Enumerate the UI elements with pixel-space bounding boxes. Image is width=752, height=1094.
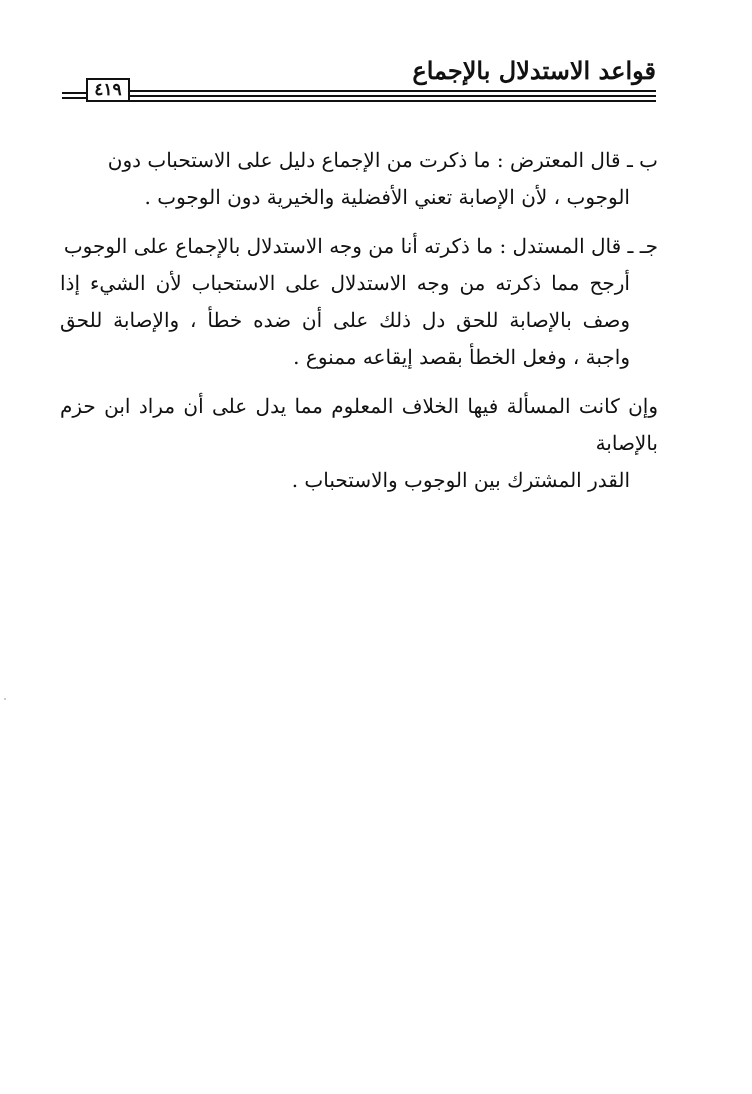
rule-left-bottom [62,97,86,99]
page-header [62,56,656,106]
rule-right-top [130,90,656,92]
paragraph-j-first-line: جـ ـ قال المستدل : ما ذكرته أنا من وجه الاستدلال بالإجماع على الوجوب [63,234,658,258]
rule-right-bottom [130,100,656,102]
paragraph-j-continuation: أرجح مما ذكرته من وجه الاستدلال على الاستحباب لأن الشيء إذا وصف بالإصابة للحق دل ذلك على أن ضده خطأ ، والإصابة للحق واجبة ، وفعل الخطأ بقصد إيقاعه ممنوع . [60,271,630,369]
paragraph-b-continuation: الوجوب ، لأن الإصابة تعني الأفضلية والخيرية دون الوجوب . [144,185,630,209]
paragraph-conclusion-first-line: وإن كانت المسألة فيها الخلاف المعلوم مما يدل على أن مراد ابن حزم بالإصابة [60,394,658,455]
running-title: قواعد الاستدلال بالإجماع [412,56,656,85]
paragraph-b [60,142,658,216]
body-text [60,142,658,511]
paragraph-j [60,228,658,376]
page-number: ٤١٩ [86,78,130,102]
paragraph-conclusion-continuation: القدر المشترك بين الوجوب والاستحباب . [291,468,630,492]
rule-right-middle [130,95,656,97]
paragraph-conclusion [60,388,658,499]
header-rule [62,80,656,102]
paragraph-b-first-line: ب ـ قال المعترض : ما ذكرت من الإجماع دليل على الاستحباب دون [107,148,658,172]
rule-left-top [62,92,86,94]
scan-speck [4,698,6,700]
